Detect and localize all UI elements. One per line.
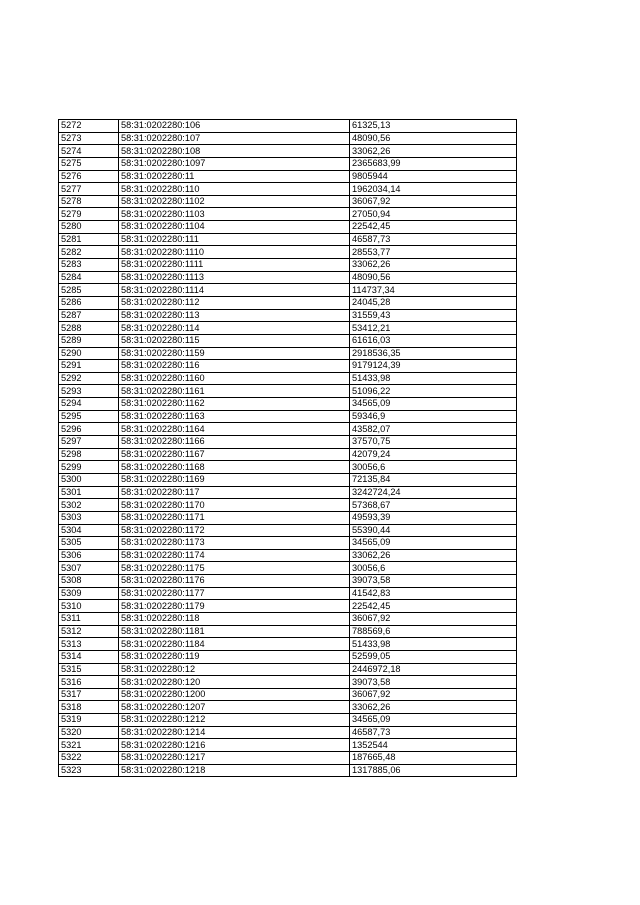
table-row — [59, 537, 517, 550]
row-number-cell: 5297 — [59, 436, 119, 449]
cadastral-number-cell: 58:31:0202280:1114 — [119, 284, 350, 297]
table-row — [59, 170, 517, 183]
cadastral-number-cell: 58:31:0202280:1200 — [119, 688, 350, 701]
cadastral-number-cell: 58:31:0202280:1175 — [119, 562, 350, 575]
value-cell: 51096,22 — [350, 385, 517, 398]
value-cell: 42079,24 — [350, 448, 517, 461]
row-number-cell: 5302 — [59, 499, 119, 512]
table-row — [59, 752, 517, 765]
cadastral-number-cell: 58:31:0202280:1173 — [119, 537, 350, 550]
table-row — [59, 334, 517, 347]
table-row — [59, 473, 517, 486]
table-row — [59, 714, 517, 727]
cadastral-number-cell: 58:31:0202280:1207 — [119, 701, 350, 714]
row-number-cell: 5284 — [59, 271, 119, 284]
row-number-cell: 5281 — [59, 233, 119, 246]
value-cell: 9179124,39 — [350, 360, 517, 373]
value-cell: 41542,83 — [350, 587, 517, 600]
value-cell: 57368,67 — [350, 499, 517, 512]
value-cell: 30056,6 — [350, 461, 517, 474]
cadastral-number-cell: 58:31:0202280:1104 — [119, 221, 350, 234]
value-cell: 27050,94 — [350, 208, 517, 221]
table-row — [59, 398, 517, 411]
table-row — [59, 499, 517, 512]
row-number-cell: 5310 — [59, 600, 119, 613]
cadastral-number-cell: 58:31:0202280:115 — [119, 334, 350, 347]
value-cell: 53412,21 — [350, 322, 517, 335]
value-cell: 33062,26 — [350, 259, 517, 272]
table-row — [59, 259, 517, 272]
table-row — [59, 221, 517, 234]
cadastral-number-cell: 58:31:0202280:114 — [119, 322, 350, 335]
row-number-cell: 5300 — [59, 473, 119, 486]
cadastral-number-cell: 58:31:0202280:113 — [119, 309, 350, 322]
row-number-cell: 5276 — [59, 170, 119, 183]
row-number-cell: 5293 — [59, 385, 119, 398]
table-row — [59, 511, 517, 524]
table-row — [59, 650, 517, 663]
table-row — [59, 739, 517, 752]
cadastral-number-cell: 58:31:0202280:1179 — [119, 600, 350, 613]
cadastral-number-cell: 58:31:0202280:1166 — [119, 436, 350, 449]
cadastral-number-cell: 58:31:0202280:1161 — [119, 385, 350, 398]
cadastral-number-cell: 58:31:0202280:117 — [119, 486, 350, 499]
cadastral-number-cell: 58:31:0202280:119 — [119, 650, 350, 663]
table-body — [59, 120, 517, 777]
value-cell: 9805944 — [350, 170, 517, 183]
table-row — [59, 157, 517, 170]
cadastral-number-cell: 58:31:0202280:1167 — [119, 448, 350, 461]
row-number-cell: 5275 — [59, 157, 119, 170]
cadastral-number-cell: 58:31:0202280:1111 — [119, 259, 350, 272]
cadastral-number-cell: 58:31:0202280:1172 — [119, 524, 350, 537]
table-row — [59, 271, 517, 284]
row-number-cell: 5314 — [59, 650, 119, 663]
cadastral-number-cell: 58:31:0202280:1181 — [119, 625, 350, 638]
value-cell: 31559,43 — [350, 309, 517, 322]
row-number-cell: 5305 — [59, 537, 119, 550]
cadastral-number-cell: 58:31:0202280:1217 — [119, 752, 350, 765]
cadastral-number-cell: 58:31:0202280:1102 — [119, 195, 350, 208]
row-number-cell: 5312 — [59, 625, 119, 638]
table-row — [59, 625, 517, 638]
value-cell: 37570,75 — [350, 436, 517, 449]
value-cell: 48090,56 — [350, 271, 517, 284]
cadastral-number-cell: 58:31:0202280:1212 — [119, 714, 350, 727]
value-cell: 788569,6 — [350, 625, 517, 638]
table-row — [59, 132, 517, 145]
cadastral-number-cell: 58:31:0202280:1113 — [119, 271, 350, 284]
row-number-cell: 5286 — [59, 296, 119, 309]
row-number-cell: 5288 — [59, 322, 119, 335]
value-cell: 33062,26 — [350, 145, 517, 158]
value-cell: 52599,05 — [350, 650, 517, 663]
table-row — [59, 436, 517, 449]
table-row — [59, 701, 517, 714]
table-row — [59, 120, 517, 133]
row-number-cell: 5322 — [59, 752, 119, 765]
table-row — [59, 347, 517, 360]
row-number-cell: 5299 — [59, 461, 119, 474]
table-row — [59, 575, 517, 588]
table-row — [59, 612, 517, 625]
cadastral-number-cell: 58:31:0202280:1171 — [119, 511, 350, 524]
table-row — [59, 486, 517, 499]
value-cell: 55390,44 — [350, 524, 517, 537]
row-number-cell: 5272 — [59, 120, 119, 133]
cadastral-number-cell: 58:31:0202280:106 — [119, 120, 350, 133]
cadastral-value-table — [58, 119, 517, 777]
row-number-cell: 5289 — [59, 334, 119, 347]
table-row — [59, 183, 517, 196]
value-cell: 1317885,06 — [350, 764, 517, 777]
value-cell: 33062,26 — [350, 701, 517, 714]
row-number-cell: 5306 — [59, 549, 119, 562]
value-cell: 22542,45 — [350, 600, 517, 613]
cadastral-number-cell: 58:31:0202280:110 — [119, 183, 350, 196]
row-number-cell: 5319 — [59, 714, 119, 727]
value-cell: 48090,56 — [350, 132, 517, 145]
row-number-cell: 5295 — [59, 410, 119, 423]
value-cell: 1352544 — [350, 739, 517, 752]
value-cell: 33062,26 — [350, 549, 517, 562]
table-row — [59, 423, 517, 436]
table-row — [59, 562, 517, 575]
row-number-cell: 5308 — [59, 575, 119, 588]
table-row — [59, 322, 517, 335]
row-number-cell: 5298 — [59, 448, 119, 461]
cadastral-number-cell: 58:31:0202280:107 — [119, 132, 350, 145]
cadastral-number-cell: 58:31:0202280:1174 — [119, 549, 350, 562]
table-row — [59, 195, 517, 208]
cadastral-number-cell: 58:31:0202280:12 — [119, 663, 350, 676]
row-number-cell: 5291 — [59, 360, 119, 373]
cadastral-number-cell: 58:31:0202280:1169 — [119, 473, 350, 486]
table-row — [59, 676, 517, 689]
table-row — [59, 145, 517, 158]
value-cell: 34565,09 — [350, 714, 517, 727]
row-number-cell: 5274 — [59, 145, 119, 158]
cadastral-number-cell: 58:31:0202280:120 — [119, 676, 350, 689]
cadastral-number-cell: 58:31:0202280:1103 — [119, 208, 350, 221]
cadastral-number-cell: 58:31:0202280:116 — [119, 360, 350, 373]
cadastral-number-cell: 58:31:0202280:1110 — [119, 246, 350, 259]
table-row — [59, 638, 517, 651]
cadastral-number-cell: 58:31:0202280:1218 — [119, 764, 350, 777]
value-cell: 36067,92 — [350, 688, 517, 701]
table-row — [59, 360, 517, 373]
value-cell: 3242724,24 — [350, 486, 517, 499]
value-cell: 34565,09 — [350, 398, 517, 411]
cadastral-number-cell: 58:31:0202280:1097 — [119, 157, 350, 170]
value-cell: 187665,48 — [350, 752, 517, 765]
row-number-cell: 5320 — [59, 726, 119, 739]
value-cell: 22542,45 — [350, 221, 517, 234]
cadastral-number-cell: 58:31:0202280:108 — [119, 145, 350, 158]
value-cell: 51433,98 — [350, 372, 517, 385]
table-row — [59, 587, 517, 600]
row-number-cell: 5290 — [59, 347, 119, 360]
row-number-cell: 5273 — [59, 132, 119, 145]
table-row — [59, 246, 517, 259]
row-number-cell: 5277 — [59, 183, 119, 196]
cadastral-number-cell: 58:31:0202280:1159 — [119, 347, 350, 360]
value-cell: 46587,73 — [350, 233, 517, 246]
row-number-cell: 5307 — [59, 562, 119, 575]
cadastral-number-cell: 58:31:0202280:111 — [119, 233, 350, 246]
row-number-cell: 5311 — [59, 612, 119, 625]
cadastral-number-cell: 58:31:0202280:112 — [119, 296, 350, 309]
value-cell: 59346,9 — [350, 410, 517, 423]
table-row — [59, 284, 517, 297]
cadastral-number-cell: 58:31:0202280:11 — [119, 170, 350, 183]
cadastral-number-cell: 58:31:0202280:1214 — [119, 726, 350, 739]
cadastral-number-cell: 58:31:0202280:1176 — [119, 575, 350, 588]
table-row — [59, 549, 517, 562]
row-number-cell: 5321 — [59, 739, 119, 752]
row-number-cell: 5301 — [59, 486, 119, 499]
value-cell: 43582,07 — [350, 423, 517, 436]
cadastral-number-cell: 58:31:0202280:118 — [119, 612, 350, 625]
row-number-cell: 5285 — [59, 284, 119, 297]
value-cell: 72135,84 — [350, 473, 517, 486]
cadastral-number-cell: 58:31:0202280:1216 — [119, 739, 350, 752]
value-cell: 2918536,35 — [350, 347, 517, 360]
table-row — [59, 233, 517, 246]
table-row — [59, 372, 517, 385]
value-cell: 114737,34 — [350, 284, 517, 297]
value-cell: 39073,58 — [350, 676, 517, 689]
row-number-cell: 5318 — [59, 701, 119, 714]
row-number-cell: 5309 — [59, 587, 119, 600]
row-number-cell: 5316 — [59, 676, 119, 689]
row-number-cell: 5296 — [59, 423, 119, 436]
value-cell: 46587,73 — [350, 726, 517, 739]
table-row — [59, 309, 517, 322]
cadastral-number-cell: 58:31:0202280:1177 — [119, 587, 350, 600]
row-number-cell: 5287 — [59, 309, 119, 322]
row-number-cell: 5292 — [59, 372, 119, 385]
table-row — [59, 764, 517, 777]
value-cell: 2446972,18 — [350, 663, 517, 676]
table-row — [59, 600, 517, 613]
table-row — [59, 296, 517, 309]
table-row — [59, 688, 517, 701]
table-row — [59, 524, 517, 537]
value-cell: 28553,77 — [350, 246, 517, 259]
row-number-cell: 5278 — [59, 195, 119, 208]
table-row — [59, 385, 517, 398]
value-cell: 61325,13 — [350, 120, 517, 133]
table-row — [59, 208, 517, 221]
table-row — [59, 410, 517, 423]
row-number-cell: 5279 — [59, 208, 119, 221]
cadastral-number-cell: 58:31:0202280:1170 — [119, 499, 350, 512]
value-cell: 30056,6 — [350, 562, 517, 575]
row-number-cell: 5304 — [59, 524, 119, 537]
cadastral-number-cell: 58:31:0202280:1164 — [119, 423, 350, 436]
value-cell: 2365683,99 — [350, 157, 517, 170]
row-number-cell: 5323 — [59, 764, 119, 777]
row-number-cell: 5294 — [59, 398, 119, 411]
cadastral-number-cell: 58:31:0202280:1184 — [119, 638, 350, 651]
value-cell: 51433,98 — [350, 638, 517, 651]
value-cell: 36067,92 — [350, 195, 517, 208]
value-cell: 24045,28 — [350, 296, 517, 309]
cadastral-number-cell: 58:31:0202280:1168 — [119, 461, 350, 474]
value-cell: 61616,03 — [350, 334, 517, 347]
value-cell: 1962034,14 — [350, 183, 517, 196]
row-number-cell: 5303 — [59, 511, 119, 524]
table-row — [59, 726, 517, 739]
row-number-cell: 5317 — [59, 688, 119, 701]
cadastral-number-cell: 58:31:0202280:1160 — [119, 372, 350, 385]
cadastral-number-cell: 58:31:0202280:1163 — [119, 410, 350, 423]
table-row — [59, 663, 517, 676]
value-cell: 39073,58 — [350, 575, 517, 588]
table-row — [59, 461, 517, 474]
row-number-cell: 5280 — [59, 221, 119, 234]
row-number-cell: 5315 — [59, 663, 119, 676]
row-number-cell: 5313 — [59, 638, 119, 651]
row-number-cell: 5282 — [59, 246, 119, 259]
cadastral-number-cell: 58:31:0202280:1162 — [119, 398, 350, 411]
table-row — [59, 448, 517, 461]
value-cell: 49593,39 — [350, 511, 517, 524]
value-cell: 36067,92 — [350, 612, 517, 625]
value-cell: 34565,09 — [350, 537, 517, 550]
row-number-cell: 5283 — [59, 259, 119, 272]
